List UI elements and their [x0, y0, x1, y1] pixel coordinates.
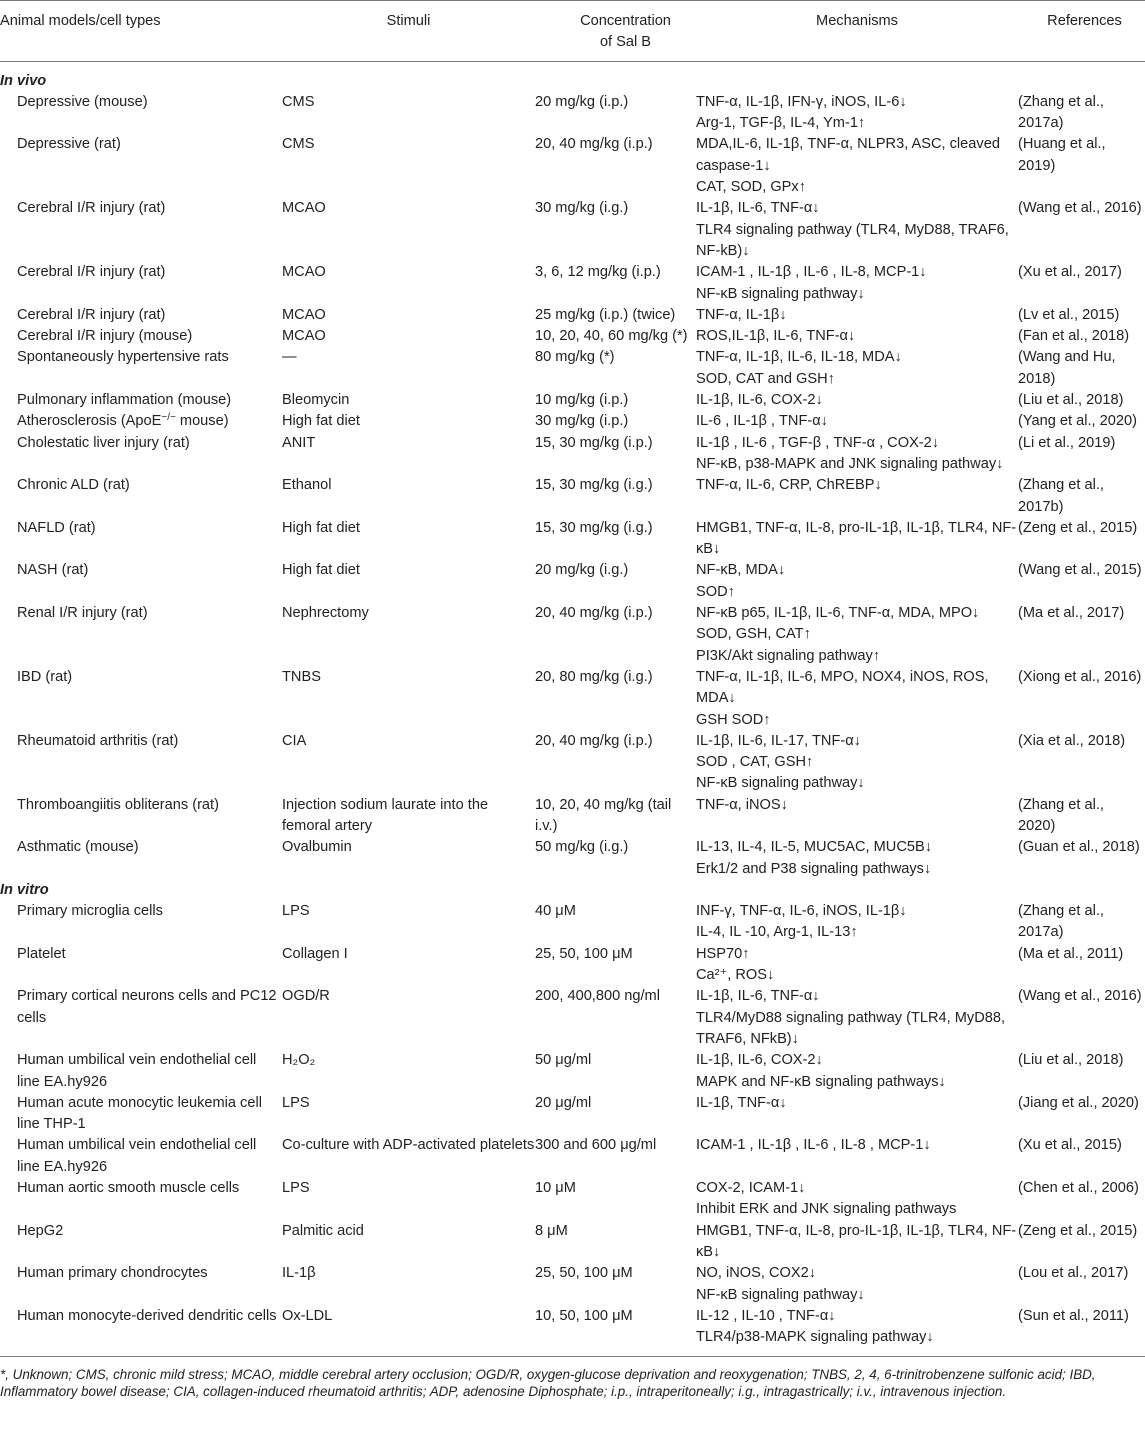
cell-reference: (Liu et al., 2018): [1018, 392, 1124, 409]
cell-concentration: 300 and 600 μg/ml: [535, 1137, 657, 1154]
model-text: Depressive (rat): [17, 136, 121, 153]
mechanism-line: IL-1β, IL-6, COX-2↓: [696, 1052, 823, 1069]
cell-reference: (Wang et al., 2016): [1018, 200, 1142, 217]
cell-reference: (Fan et al., 2018): [1018, 328, 1130, 345]
header-references: References: [1018, 1, 1145, 62]
mechanism-line: TNF-α, IL-1β, IFN-γ, iNOS, IL-6↓: [696, 93, 907, 110]
header-stimuli: Stimuli: [282, 1, 535, 62]
cell-stimuli: LPS: [282, 1180, 310, 1197]
cell-concentration: 20, 40 mg/kg (i.p.): [535, 605, 653, 622]
mechanism-line: IL-1β , IL-6 , TGF-β , TNF-α , COX-2↓: [696, 434, 940, 451]
cell-stimuli: Ethanol: [282, 477, 332, 494]
cell-stimuli: H₂O₂: [282, 1052, 316, 1069]
cell-model: [0, 1221, 282, 1264]
cell-reference: (Huang et al., 2019): [1018, 136, 1106, 174]
model-text: Human umbilical vein endothelial cell line EA.hy926: [17, 1052, 257, 1090]
mechanism-line: NF-κB, p38-MAPK and JNK signaling pathway↓: [696, 455, 1004, 472]
model-text: Primary cortical neurons cells and PC12 cells: [17, 988, 277, 1026]
cell-reference: (Xu et al., 2015): [1018, 1137, 1122, 1154]
cell-mechanisms: [696, 411, 1018, 432]
cell-model: [0, 944, 282, 987]
model-text: Human primary chondrocytes: [17, 1265, 208, 1282]
cell-model: [0, 986, 282, 1050]
cell-stimuli: CIA: [282, 732, 307, 749]
cell-model: [0, 1135, 282, 1178]
cell-concentration: 25 mg/kg (i.p.) (twice): [535, 306, 676, 323]
model-text: Human acute monocytic leukemia cell line THP-1: [17, 1094, 262, 1133]
cell-mechanisms: [696, 1263, 1018, 1306]
cell-model: [0, 603, 282, 667]
cell-concentration: 25, 50, 100 μM: [535, 1265, 633, 1282]
cell-concentration: 8 μM: [535, 1222, 568, 1239]
model-text: Thromboangiitis obliterans (rat): [17, 796, 219, 813]
mechanism-line: ICAM-1 , IL-1β , IL-6 , IL-8 , MCP-1↓: [696, 1137, 931, 1154]
table-row: [0, 411, 1145, 432]
cell-stimuli: High fat diet: [282, 519, 360, 536]
mechanism-line: TNF-α, IL-1β, IL-6, IL-18, MDA↓: [696, 349, 902, 366]
cell-mechanisms: [696, 667, 1018, 731]
table-body: [0, 61, 1145, 1348]
cell-stimuli: LPS: [282, 903, 310, 920]
mechanism-line: IL-1β, TNF-α↓: [696, 1094, 787, 1111]
cell-stimuli: Injection sodium laurate into the femoral artery: [282, 796, 489, 834]
table-row: [0, 837, 1145, 880]
mechanism-line: PI3K/Akt signaling pathway↑: [696, 647, 881, 664]
model-text: Spontaneously hypertensive rats: [17, 349, 229, 366]
mechanism-line: IL-1β, IL-6, TNF-α↓: [696, 200, 820, 217]
model-text: Asthmatic (mouse): [17, 839, 139, 856]
table-row: [0, 986, 1145, 1050]
cell-mechanisms: [696, 795, 1018, 838]
mechanism-line: INF-γ, TNF-α, IL-6, iNOS, IL-1β↓: [696, 903, 907, 920]
cell-model: [0, 433, 282, 476]
cell-model: [0, 92, 282, 135]
model-text: Depressive (mouse): [17, 93, 148, 110]
mechanism-line: TNF-α, IL-6, CRP, ChREBP↓: [696, 477, 882, 494]
table-row: [0, 795, 1145, 838]
cell-model: [0, 198, 282, 262]
cell-stimuli: Collagen I: [282, 945, 348, 962]
table-row: [0, 475, 1145, 518]
mechanism-line: TNF-α, IL-1β, IL-6, MPO, NOX4, iNOS, ROS, MDA↓: [696, 668, 989, 707]
mechanism-line: SOD, CAT and GSH↑: [696, 370, 835, 387]
model-text: Human aortic smooth muscle cells: [17, 1180, 240, 1197]
table-row: [0, 326, 1145, 347]
model-text: Pulmonary inflammation (mouse): [17, 392, 232, 409]
mechanism-line: Arg-1, TGF-β, IL-4, Ym-1↑: [696, 115, 866, 132]
mechanism-line: GSH SOD↑: [696, 711, 771, 728]
cell-concentration: 15, 30 mg/kg (i.p.): [535, 434, 653, 451]
cell-reference: (Zhang et al., 2017a): [1018, 93, 1104, 132]
model-text: Atherosclerosis (ApoE: [17, 413, 162, 430]
mechanism-line: TNF-α, iNOS↓: [696, 796, 788, 813]
cell-mechanisms: [696, 134, 1018, 198]
cell-reference: (Zeng et al., 2015): [1018, 1222, 1138, 1239]
cell-model: [0, 901, 282, 944]
cell-reference: (Guan et al., 2018): [1018, 839, 1140, 856]
table-row: [0, 1093, 1145, 1136]
cell-model: [0, 1050, 282, 1093]
header-mechanisms: Mechanisms: [696, 1, 1018, 62]
cell-reference: (Yang et al., 2020): [1018, 413, 1137, 430]
mechanism-line: MDA,IL-6, IL-1β, TNF-α, NLPR3, ASC, cleaved caspase-1↓: [696, 136, 1000, 174]
cell-stimuli: Nephrectomy: [282, 605, 369, 622]
model-text: IBD (rat): [17, 668, 73, 685]
mechanism-line: HMGB1, TNF-α, IL-8, pro-IL-1β, IL-1β, TLR4, NF-κB↓: [696, 1222, 1017, 1260]
cell-mechanisms: [696, 326, 1018, 347]
cell-mechanisms: [696, 1306, 1018, 1349]
cell-mechanisms: [696, 518, 1018, 561]
cell-reference: (Ma et al., 2017): [1018, 605, 1125, 622]
model-text: HepG2: [17, 1222, 64, 1239]
table-row: [0, 1135, 1145, 1178]
cell-reference: (Xiong et al., 2016): [1018, 668, 1142, 685]
cell-reference: (Zhang et al., 2017b): [1018, 477, 1104, 515]
cell-reference: (Zeng et al., 2015): [1018, 519, 1138, 536]
cell-reference: (Xia et al., 2018): [1018, 732, 1126, 749]
section-title: In vivo: [0, 72, 47, 89]
cell-stimuli: ANIT: [282, 434, 316, 451]
mechanism-line: Ca²⁺, ROS↓: [696, 967, 775, 984]
cell-mechanisms: [696, 837, 1018, 880]
cell-reference: (Jiang et al., 2020): [1018, 1094, 1139, 1111]
cell-model: [0, 134, 282, 198]
cell-stimuli: MCAO: [282, 328, 326, 345]
mechanism-line: IL-6 , IL-1β , TNF-α↓: [696, 413, 828, 430]
table-row: [0, 518, 1145, 561]
table-row: [0, 560, 1145, 603]
mechanism-line: IL-12 , IL-10 , TNF-α↓: [696, 1307, 836, 1324]
model-text: Human umbilical vein endothelial cell line EA.hy926: [17, 1137, 257, 1175]
table-row: [0, 347, 1145, 390]
cell-concentration: 80 mg/kg (*): [535, 349, 615, 366]
cell-reference: (Sun et al., 2011): [1018, 1307, 1129, 1324]
cell-model: [0, 347, 282, 390]
cell-reference: (Zhang et al., 2017a): [1018, 903, 1104, 941]
cell-model: [0, 667, 282, 731]
table-row: [0, 92, 1145, 135]
mechanism-line: COX-2, ICAM-1↓: [696, 1180, 806, 1197]
cell-concentration: 20 mg/kg (i.g.): [535, 562, 629, 579]
cell-concentration: 200, 400,800 ng/ml: [535, 988, 660, 1005]
cell-model: [0, 326, 282, 347]
cell-concentration: 10, 20, 40, 60 mg/kg (*): [535, 328, 688, 345]
cell-stimuli: CMS: [282, 136, 315, 153]
cell-concentration: 20 μg/ml: [535, 1094, 592, 1111]
cell-stimuli: High fat diet: [282, 413, 360, 430]
cell-model: [0, 475, 282, 518]
cell-mechanisms: [696, 1050, 1018, 1093]
cell-mechanisms: [696, 1178, 1018, 1221]
cell-model: [0, 731, 282, 795]
cell-stimuli: TNBS: [282, 668, 321, 685]
header-concentration-line1: Concentration: [580, 13, 671, 29]
cell-reference: (Wang et al., 2016): [1018, 988, 1142, 1005]
cell-reference: (Xu et al., 2017): [1018, 264, 1122, 281]
cell-model: [0, 837, 282, 880]
mechanism-line: MAPK and NF-κB signaling pathways↓: [696, 1073, 946, 1090]
cell-reference: (Chen et al., 2006): [1018, 1180, 1139, 1197]
mechanism-line: IL-1β, IL-6, TNF-α↓: [696, 988, 820, 1005]
cell-concentration: 10 μM: [535, 1180, 576, 1197]
cell-model: [0, 1263, 282, 1306]
cell-reference: (Lv et al., 2015): [1018, 306, 1120, 323]
mechanism-line: HSP70↑: [696, 945, 750, 962]
cell-stimuli: MCAO: [282, 200, 326, 217]
cell-concentration: 20, 40 mg/kg (i.p.): [535, 732, 653, 749]
model-text-after: mouse): [175, 413, 229, 430]
cell-model: [0, 1178, 282, 1221]
table-row: [0, 1263, 1145, 1306]
model-text: Cholestatic liver injury (rat): [17, 434, 190, 451]
cell-mechanisms: [696, 390, 1018, 411]
model-text: NAFLD (rat): [17, 519, 96, 536]
table-row: [0, 731, 1145, 795]
cell-mechanisms: [696, 198, 1018, 262]
cell-mechanisms: [696, 986, 1018, 1050]
model-superscript: −/−: [161, 412, 176, 424]
cell-reference: (Wang et al., 2015): [1018, 562, 1142, 579]
model-text: Primary microglia cells: [17, 903, 163, 920]
cell-mechanisms: [696, 347, 1018, 390]
mechanism-line: ICAM-1 , IL-1β , IL-6 , IL-8, MCP-1↓: [696, 264, 927, 281]
cell-reference: (Liu et al., 2018): [1018, 1052, 1124, 1069]
cell-mechanisms: [696, 1135, 1018, 1178]
cell-mechanisms: [696, 731, 1018, 795]
mechanism-line: TLR4/MyD88 signaling pathway (TLR4, MyD88, TRAF6, NFkB)↓: [696, 1009, 1006, 1047]
cell-model: [0, 560, 282, 603]
section-row: [0, 61, 1145, 92]
cell-stimuli: IL-1β: [282, 1265, 316, 1282]
mechanism-line: TLR4 signaling pathway (TLR4, MyD88, TRAF6, NF-kB)↓: [696, 221, 1009, 259]
model-text: Human monocyte-derived dendritic cells: [17, 1307, 277, 1324]
cell-stimuli: Co-culture with ADP-activated platelets: [282, 1137, 535, 1154]
cell-model: [0, 1306, 282, 1349]
table-row: [0, 1050, 1145, 1093]
mechanism-line: NF-κB p65, IL-1β, IL-6, TNF-α, MDA, MPO↓: [696, 605, 980, 622]
table-row: [0, 1221, 1145, 1264]
mechanism-line: TLR4/p38-MAPK signaling pathway↓: [696, 1329, 934, 1346]
cell-concentration: 10, 50, 100 μM: [535, 1307, 633, 1324]
table-row: [0, 1178, 1145, 1221]
mechanism-line: IL-1β, IL-6, IL-17, TNF-α↓: [696, 732, 861, 749]
cell-reference: (Lou et al., 2017): [1018, 1265, 1129, 1282]
cell-mechanisms: [696, 901, 1018, 944]
table-row: [0, 433, 1145, 476]
cell-mechanisms: [696, 433, 1018, 476]
table-row: [0, 1306, 1145, 1349]
cell-stimuli: CMS: [282, 93, 315, 110]
cell-model: [0, 518, 282, 561]
cell-concentration: 25, 50, 100 μM: [535, 945, 633, 962]
cell-mechanisms: [696, 305, 1018, 326]
cell-mechanisms: [696, 475, 1018, 518]
cell-reference: (Wang and Hu, 2018): [1018, 349, 1116, 387]
cell-model: [0, 795, 282, 838]
model-text: Platelet: [17, 945, 66, 962]
cell-stimuli: Ovalbumin: [282, 839, 352, 856]
cell-concentration: 20, 80 mg/kg (i.g.): [535, 668, 653, 685]
section-row: [0, 880, 1145, 901]
mechanism-line: IL-1β, IL-6, COX-2↓: [696, 392, 823, 409]
mechanism-line: NF-κB signaling pathway↓: [696, 285, 865, 302]
mechanism-line: TNF-α, IL-1β↓: [696, 306, 787, 323]
cell-stimuli: High fat diet: [282, 562, 360, 579]
cell-model: [0, 411, 282, 432]
mechanism-line: Erk1/2 and P38 signaling pathways↓: [696, 860, 932, 877]
cell-stimuli: LPS: [282, 1094, 310, 1111]
mechanism-line: CAT, SOD, GPx↑: [696, 179, 807, 196]
mechanism-line: SOD, GSH, CAT↑: [696, 626, 811, 643]
mechanism-line: SOD↑: [696, 583, 735, 600]
cell-stimuli: Ox-LDL: [282, 1307, 333, 1324]
model-text: Cerebral I/R injury (mouse): [17, 328, 193, 345]
header-concentration-line2: of Sal B: [599, 34, 652, 51]
mechanism-line: Inhibit ERK and JNK signaling pathways: [696, 1201, 957, 1218]
table-row: [0, 134, 1145, 198]
table-row: [0, 305, 1145, 326]
mechanism-line: HMGB1, TNF-α, IL-8, pro-IL-1β, IL-1β, TLR4, NF-κB↓: [696, 519, 1017, 558]
model-text: Cerebral I/R injury (rat): [17, 306, 166, 323]
cell-stimuli: MCAO: [282, 264, 326, 281]
cell-model: [0, 1093, 282, 1136]
cell-mechanisms: [696, 262, 1018, 305]
cell-reference: (Li et al., 2019): [1018, 434, 1116, 451]
cell-concentration: 10, 20, 40 mg/kg (tail i.v.): [535, 796, 672, 834]
table-row: [0, 262, 1145, 305]
cell-mechanisms: [696, 1221, 1018, 1264]
cell-model: [0, 305, 282, 326]
cell-concentration: 15, 30 mg/kg (i.g.): [535, 519, 653, 536]
cell-mechanisms: [696, 1093, 1018, 1136]
mechanism-line: NF-κB signaling pathway↓: [696, 1286, 865, 1303]
cell-concentration: 3, 6, 12 mg/kg (i.p.): [535, 264, 661, 281]
cell-mechanisms: [696, 603, 1018, 667]
mechanism-line: NF-κB, MDA↓: [696, 562, 786, 579]
section-title: In vitro: [0, 881, 49, 898]
header-concentration: [535, 1, 696, 62]
cell-concentration: 50 μg/ml: [535, 1052, 592, 1069]
cell-concentration: 40 μM: [535, 903, 576, 920]
model-text: Chronic ALD (rat): [17, 477, 130, 494]
model-text: Cerebral I/R injury (rat): [17, 264, 166, 281]
cell-mechanisms: [696, 560, 1018, 603]
cell-stimuli: —: [282, 349, 297, 366]
cell-reference: (Zhang et al., 2020): [1018, 796, 1104, 834]
mechanism-line: SOD , CAT, GSH↑: [696, 754, 814, 771]
table-row: [0, 198, 1145, 262]
model-text: Renal I/R injury (rat): [17, 605, 148, 622]
cell-stimuli: Bleomycin: [282, 392, 350, 409]
cell-stimuli: MCAO: [282, 306, 326, 323]
mechanism-line: IL-13, IL-4, IL-5, MUC5AC, MUC5B↓: [696, 839, 933, 856]
table-row: [0, 603, 1145, 667]
table-footnote: *, Unknown; CMS, chronic mild stress; MCAO, middle cerebral artery occlusion; OGD/R, oxygen-glucose deprivation and reoxygenation; TNBS, 2, 4, 6-trinitrobenzene sulfonic acid; IBD, Inflammatory bowel disease; CIA, collagen-induced rheumatoid arthritis; ADP, adenosine Diphosphate; i.p., intraperitoneally; i.g., intragastrically; i.v., intravenous injection.: [0, 1356, 1145, 1400]
cell-mechanisms: [696, 92, 1018, 135]
cell-concentration: 10 mg/kg (i.p.): [535, 392, 629, 409]
cell-concentration: 30 mg/kg (i.g.): [535, 200, 629, 217]
table-row: [0, 944, 1145, 987]
cell-concentration: 50 mg/kg (i.g.): [535, 839, 629, 856]
table-row: [0, 390, 1145, 411]
table-row: [0, 901, 1145, 944]
cell-concentration: 15, 30 mg/kg (i.g.): [535, 477, 653, 494]
cell-mechanisms: [696, 944, 1018, 987]
mechanism-line: NO, iNOS, COX2↓: [696, 1265, 817, 1282]
cell-model: [0, 390, 282, 411]
cell-stimuli: Palmitic acid: [282, 1222, 364, 1239]
model-text: NASH (rat): [17, 562, 89, 579]
header-model: Animal models/cell types: [0, 1, 282, 62]
cell-stimuli: OGD/R: [282, 988, 330, 1005]
model-text: Cerebral I/R injury (rat): [17, 200, 166, 217]
header-row: [0, 1, 1145, 62]
mechanism-line: ROS,IL-1β, IL-6, TNF-α↓: [696, 328, 856, 345]
cell-model: [0, 262, 282, 305]
cell-concentration: 30 mg/kg (i.p.): [535, 413, 629, 430]
cell-reference: (Ma et al., 2011): [1018, 945, 1124, 962]
mechanism-line: IL-4, IL -10, Arg-1, IL-13↑: [696, 924, 858, 941]
cell-concentration: 20, 40 mg/kg (i.p.): [535, 136, 653, 153]
table-row: [0, 667, 1145, 731]
mechanism-line: NF-κB signaling pathway↓: [696, 775, 865, 792]
model-text: Rheumatoid arthritis (rat): [17, 732, 179, 749]
cell-concentration: 20 mg/kg (i.p.): [535, 93, 629, 110]
